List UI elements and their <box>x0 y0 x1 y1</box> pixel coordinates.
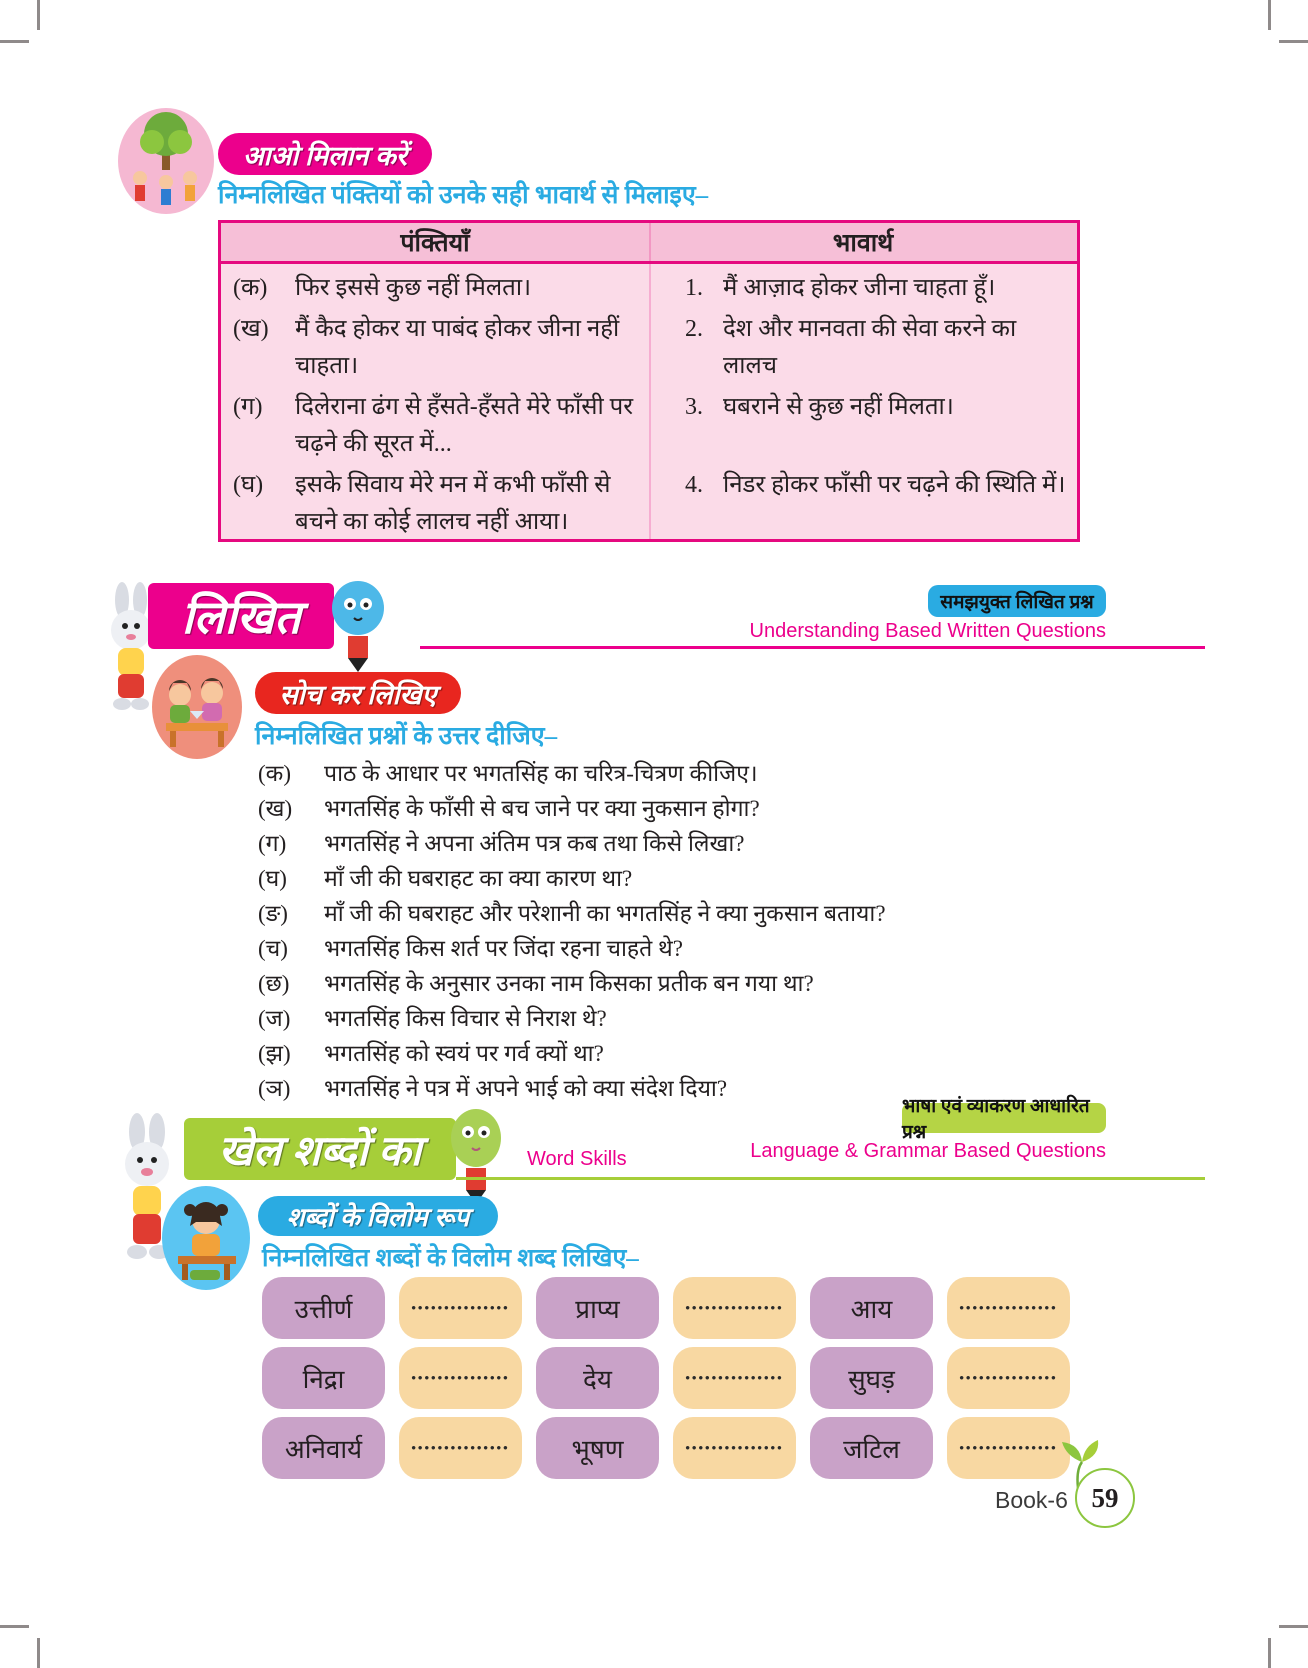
question-text: भगतसिंह किस शर्त पर जिंदा रहना चाहते थे? <box>324 936 683 961</box>
row-label: (क) <box>233 275 268 301</box>
row-meaning: निडर होकर फाँसी पर चढ़ने की स्थिति में। <box>723 472 1066 498</box>
row-num: 2. <box>685 316 703 342</box>
crop-mark <box>0 1625 29 1628</box>
answer-blank-pill: ••••••••••••••• <box>399 1417 522 1479</box>
antonyms-instruction: निम्नलिखित शब्दों के विलोम शब्द लिखिए– <box>262 1245 639 1272</box>
list-item <box>258 1001 1058 1036</box>
row-meaning: घबराने से कुछ नहीं मिलता। <box>723 394 954 420</box>
answer-blank-pill: ••••••••••••••• <box>673 1417 796 1479</box>
written-section-tag-english: Understanding Based Written Questions <box>749 620 1106 642</box>
question-label: (ज) <box>258 1006 291 1031</box>
word-pill: आय <box>810 1277 933 1339</box>
book-label: Book-6 <box>995 1487 1068 1513</box>
question-text: पाठ के आधार पर भगतसिंह का चरित्र-चित्रण कीजिए। <box>324 761 758 786</box>
answer-blank-pill: ••••••••••••••• <box>947 1277 1070 1339</box>
row-line: फिर इससे कुछ नहीं मिलता। <box>295 275 532 301</box>
word-pill: जटिल <box>810 1417 933 1479</box>
word-pill: अनिवार्य <box>262 1417 385 1479</box>
question-text: भगतसिंह किस विचार से निराश थे? <box>324 1006 607 1031</box>
question-list <box>258 756 1058 1106</box>
row-meaning: मैं आज़ाद होकर जीना चाहता हूँ। <box>723 275 996 301</box>
row-label: (घ) <box>233 472 264 498</box>
word-pill: निद्रा <box>262 1347 385 1409</box>
col-header-meaning: भावार्थ <box>832 230 894 257</box>
row-label: (ख) <box>233 316 269 342</box>
question-label: (छ) <box>258 971 290 996</box>
table-column-divider <box>649 223 651 539</box>
kids-playing-illustration <box>116 106 216 216</box>
crop-mark <box>1279 1625 1308 1628</box>
row-line: मैं कैद होकर या पाबंद होकर जीना नहीं चाहता। <box>295 316 620 379</box>
col-header-lines: पंक्तियाँ <box>400 230 470 257</box>
answer-blank-pill: ••••••••••••••• <box>399 1277 522 1339</box>
pencil-mascot-icon <box>448 1108 504 1204</box>
question-text: भगतसिंह ने पत्र में अपने भाई को क्या संदेश दिया? <box>324 1076 728 1101</box>
reading-kids-illustration <box>150 653 244 761</box>
grammar-section-tag-english: Language & Grammar Based Questions <box>750 1140 1106 1162</box>
row-line: इसके सिवाय मेरे मन में कभी फाँसी से बचने का कोई लालच नहीं आया। <box>295 472 611 535</box>
question-text: भगतसिंह ने अपना अंतिम पत्र कब तथा किसे लिखा? <box>324 831 745 856</box>
row-label: (ग) <box>233 394 263 420</box>
section-rule <box>456 1177 1205 1180</box>
match-section-badge: आओ मिलान करें <box>218 133 432 175</box>
row-num: 4. <box>685 472 703 498</box>
crop-mark <box>1268 1638 1271 1668</box>
word-skills-caption: Word Skills <box>527 1148 627 1170</box>
antonyms-badge: शब्दों के विलोम रूप <box>258 1196 498 1236</box>
question-text: भगतसिंह के फाँसी से बच जाने पर क्या नुकसान होगा? <box>324 796 760 821</box>
question-text: माँ जी की घबराहट और परेशानी का भगतसिंह ने क्या नुकसान बताया? <box>324 901 886 926</box>
word-pill: उत्तीर्ण <box>262 1277 385 1339</box>
list-item <box>258 966 1058 1001</box>
question-label: (क) <box>258 761 291 786</box>
section-rule <box>420 646 1205 649</box>
page-number: 59 <box>1075 1468 1135 1528</box>
row-line: दिलेराना ढंग से हँसते-हँसते मेरे फाँसी पर चढ़ने की सूरत में... <box>295 394 634 457</box>
written-section-tag-hindi: समझयुक्त लिखित प्रश्न <box>928 585 1106 617</box>
word-pill: प्राप्य <box>536 1277 659 1339</box>
list-item <box>258 826 1058 861</box>
writing-girl-illustration <box>160 1184 252 1292</box>
question-text: भगतसिंह को स्वयं पर गर्व क्यों था? <box>324 1041 604 1066</box>
word-pill: सुघड़ <box>810 1347 933 1409</box>
word-pill: देय <box>536 1347 659 1409</box>
answer-blank-pill: ••••••••••••••• <box>399 1347 522 1409</box>
list-item <box>258 861 1058 896</box>
list-item <box>258 791 1058 826</box>
answer-blank-pill: ••••••••••••••• <box>947 1417 1070 1479</box>
row-meaning: देश और मानवता की सेवा करने का लालच <box>723 316 1017 379</box>
crop-mark <box>1279 40 1308 43</box>
row-num: 1. <box>685 275 703 301</box>
list-item <box>258 1036 1058 1071</box>
question-label: (ञ) <box>258 1076 291 1101</box>
question-label: (घ) <box>258 866 287 891</box>
answer-blank-pill: ••••••••••••••• <box>673 1347 796 1409</box>
question-label: (झ) <box>258 1041 291 1066</box>
answer-blank-pill: ••••••••••••••• <box>673 1277 796 1339</box>
crop-mark <box>37 0 40 30</box>
questions-instruction: निम्नलिखित प्रश्नों के उत्तर दीजिए– <box>255 723 558 750</box>
crop-mark <box>37 1638 40 1668</box>
answer-blank-pill: ••••••••••••••• <box>947 1347 1070 1409</box>
word-skills-banner: खेल शब्दों का <box>184 1118 456 1180</box>
word-pill: भूषण <box>536 1417 659 1479</box>
question-label: (ङ) <box>258 901 288 926</box>
antonym-pill-grid <box>262 1277 1070 1479</box>
question-label: (ख) <box>258 796 293 821</box>
pencil-mascot-icon <box>330 580 386 672</box>
row-num: 3. <box>685 394 703 420</box>
question-text: माँ जी की घबराहट का क्या कारण था? <box>324 866 633 891</box>
written-section-banner: लिखित <box>148 583 334 649</box>
crop-mark <box>0 40 29 43</box>
list-item <box>258 896 1058 931</box>
think-write-badge: सोच कर लिखिए <box>255 672 461 714</box>
match-instruction: निम्नलिखित पंक्तियों को उनके सही भावार्थ से मिलाइए– <box>218 182 709 209</box>
question-label: (ग) <box>258 831 287 856</box>
list-item <box>258 931 1058 966</box>
crop-mark <box>1268 0 1271 30</box>
question-label: (च) <box>258 936 288 961</box>
question-text: भगतसिंह के अनुसार उनका नाम किसका प्रतीक बन गया था? <box>324 971 814 996</box>
match-table <box>218 220 1080 542</box>
list-item <box>258 756 1058 791</box>
grammar-section-tag-hindi: भाषा एवं व्याकरण आधारित प्रश्न <box>902 1103 1106 1133</box>
